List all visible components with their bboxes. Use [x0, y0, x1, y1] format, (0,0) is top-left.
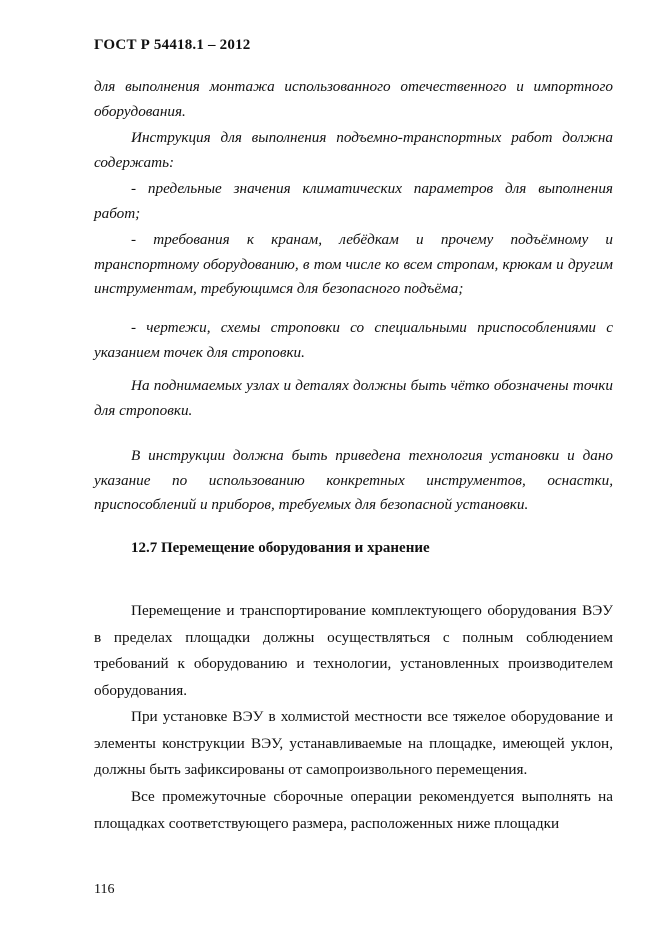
- paragraph-instruction-intro: Инструкция для выполнения подъемно-транспортных работ должна содержать:: [94, 129, 613, 171]
- list-item-cranes: - требования к кранам, лебёдкам и прочему подъёмному и транспортному оборудованию, в том числе ко всем стропам, крюкам и другим инструментам, требующимся для безопасного подъёма;: [94, 231, 613, 297]
- document-header: ГОСТ Р 54418.1 – 2012: [94, 37, 251, 53]
- paragraph-hilly-terrain: При установке ВЭУ в холмистой местности все тяжелое оборудование и элементы конструкции ВЭУ, устанавливаемые на площадке, имеющей уклон, должны быть зафиксированы от самопроизвольного перемещения.: [94, 708, 613, 778]
- paragraph-continuation: для выполнения монтажа использованного отечественного и импортного оборудования.: [94, 78, 613, 120]
- page-number: 116: [94, 882, 115, 897]
- section-heading: 12.7 Перемещение оборудования и хранение: [131, 540, 430, 556]
- paragraph-transport: Перемещение и транспортирование комплектующего оборудования ВЭУ в пределах площадки должны осуществляться с полным соблюдением требований к оборудованию и технологии, установленных производителем оборудования.: [94, 602, 613, 699]
- paragraph-assembly: Все промежуточные сборочные операции рекомендуется выполнять на площадках соответствующего размера, расположенных ниже площадки: [94, 788, 613, 832]
- list-item-drawings: - чертежи, схемы строповки со специальными приспособлениями с указанием точек для строповки.: [94, 319, 613, 361]
- paragraph-slinging-points: На поднимаемых узлах и деталях должны быть чётко обозначены точки для строповки.: [94, 377, 613, 419]
- paragraph-installation-tech: В инструкции должна быть приведена технология установки и дано указание по использованию конкретных инструментов, оснастки, приспособлений и приборов, требуемых для безопасной установки.: [94, 447, 613, 513]
- list-item-climate: - предельные значения климатических параметров для выполнения работ;: [94, 180, 613, 222]
